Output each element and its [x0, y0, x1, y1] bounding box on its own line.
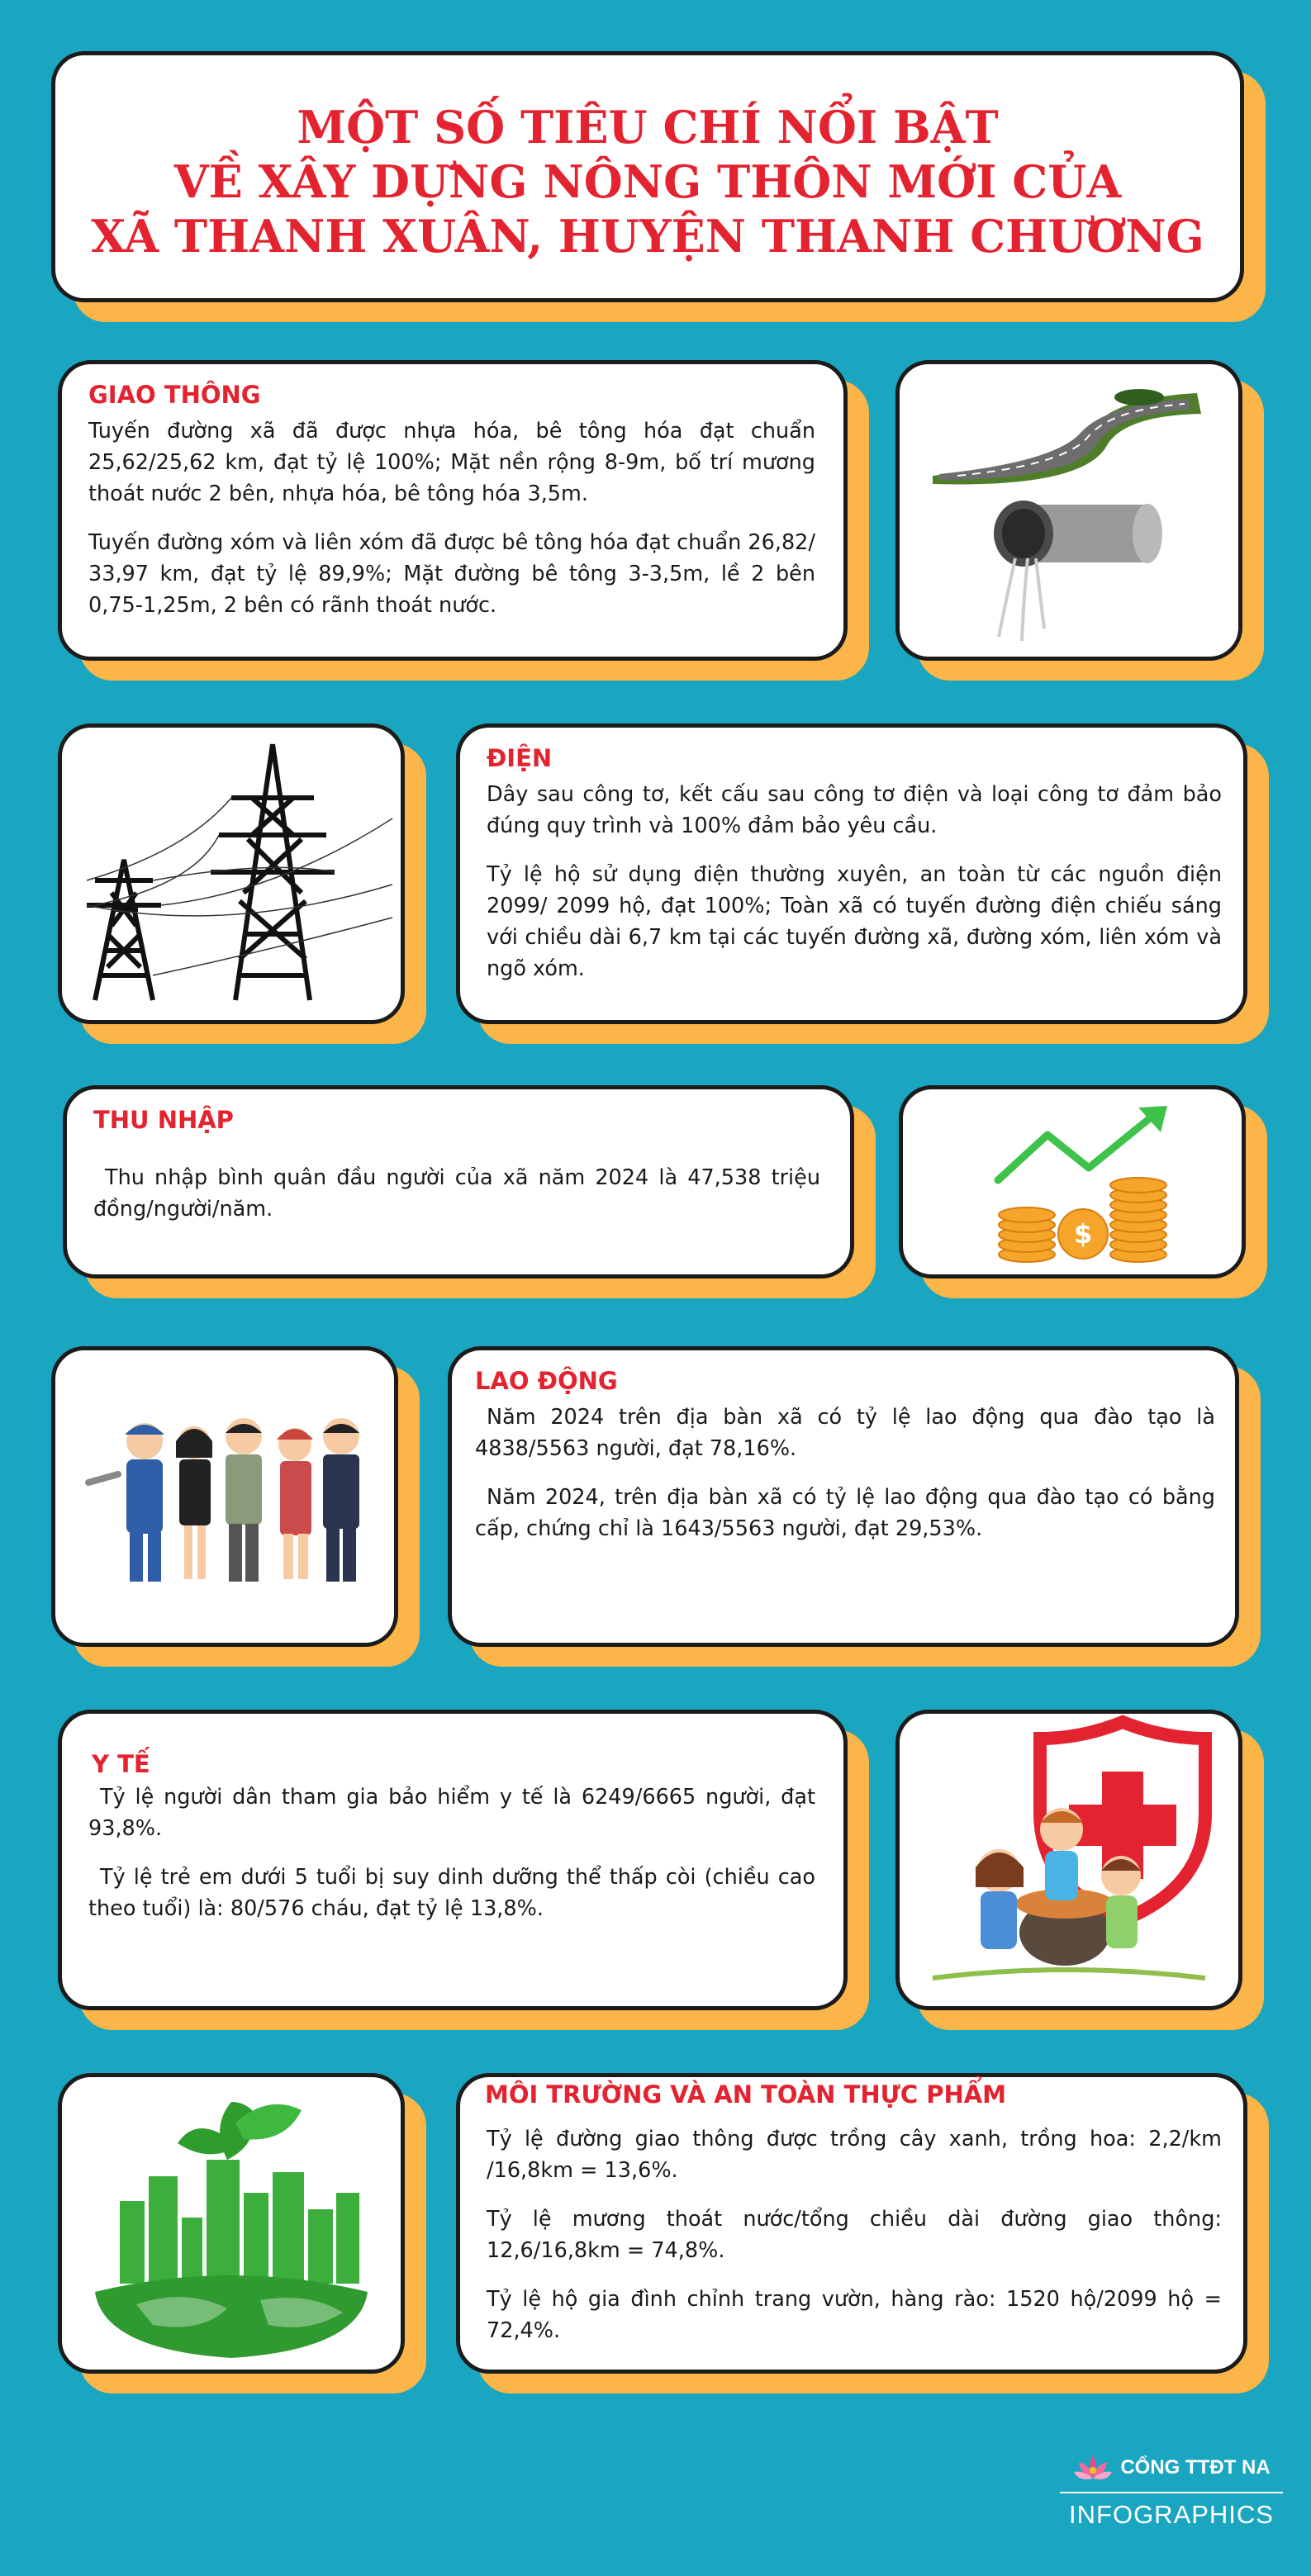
dien-text — [487, 779, 1222, 1002]
y-te-text — [88, 1781, 815, 1942]
lao-dong-paragraph-2: Năm 2024, trên địa bàn xã có tỷ lệ lao động qua đào tạo có bằng cấp, chứng chỉ là 1643/5563 người, đạt 29,53%. — [475, 1485, 1215, 1541]
moi-truong-heading: MÔI TRƯỜNG VÀ AN TOÀN THỰC PHẨM — [485, 2080, 1007, 2109]
y-te-heading: Y TẾ — [92, 1750, 150, 1778]
thu-nhap-card — [63, 1085, 854, 1279]
lao-dong-paragraph-1: Năm 2024 trên địa bàn xã có tỷ lệ lao động qua đào tạo là 4838/5563 người, đạt 78,16%. — [475, 1405, 1215, 1461]
lao-dong-image-card — [51, 1346, 398, 1647]
moi-truong-card — [456, 2073, 1247, 2374]
title-line-3: XÃ THANH XUÂN, HUYỆN THANH CHƯƠNG — [91, 210, 1204, 263]
logo-name: CỔNG TTĐT NA — [1120, 2456, 1271, 2479]
thu-nhap-heading: THU NHẬP — [93, 1106, 234, 1134]
moi-truong-paragraph-3: Tỷ lệ hộ gia đình chỉnh trang vườn, hàng rào: 1520 hộ/2099 hộ = 72,4%. — [487, 2287, 1222, 2343]
health-shield-icon — [900, 1714, 1238, 2006]
giao-thong-paragraph-1: Tuyến đường xã đã được nhựa hóa, bê tông hóa đạt chuẩn 25,62/25,62 km, đạt tỷ lệ 100%; Mặt nền rộng 8-9m, bố trí mương thoát nước 2 bên, nhựa hóa, bê tông hóa 3,5m. — [88, 419, 815, 506]
svg-text:$: $ — [1073, 1218, 1093, 1250]
title-line-2: VỀ XÂY DỰNG NÔNG THÔN MỚI CỦA — [173, 155, 1122, 208]
logo-divider — [1060, 2492, 1283, 2493]
power-tower-icon — [62, 728, 401, 1020]
y-te-card — [58, 1710, 848, 2010]
dien-image-card — [58, 723, 405, 1024]
dien-card — [456, 723, 1247, 1024]
y-te-paragraph-2: Tỷ lệ trẻ em dưới 5 tuổi bị suy dinh dưỡng thể thấp còi (chiều cao theo tuổi) là: 80/576 cháu, đạt tỷ lệ 13,8%. — [88, 1865, 815, 1921]
moi-truong-text — [487, 2123, 1222, 2364]
lotus-icon — [1072, 2452, 1114, 2483]
dien-heading: ĐIỆN — [487, 744, 553, 772]
y-te-paragraph-1: Tỷ lệ người dân tham gia bảo hiểm y tế là 6249/6665 người, đạt 93,8%. — [88, 1785, 815, 1841]
giao-thong-paragraph-2: Tuyến đường xóm và liên xóm đã được bê tông hóa đạt chuẩn 26,82/ 33,97 km, đạt tỷ lệ 89,9%; Mặt đường bê tông 3-3,5m, lề 2 bên 0,75-1,25m, 2 bên có rãnh thoát nước. — [88, 530, 815, 618]
title-line-1: MỘT SỐ TIÊU CHÍ NỔI BẬT — [297, 101, 999, 154]
footer-logo — [1060, 2452, 1283, 2530]
y-te-image-card — [895, 1710, 1242, 2010]
road-drain-icon — [900, 364, 1238, 657]
thu-nhap-paragraph-1: Thu nhập bình quân đầu người của xã năm 2024 là 47,538 triệu đồng/người/năm. — [93, 1165, 820, 1222]
lao-dong-card — [448, 1346, 1239, 1647]
giao-thong-image-card — [895, 360, 1242, 661]
workers-icon — [55, 1350, 394, 1643]
giao-thong-heading: GIAO THÔNG — [88, 381, 261, 409]
page-title — [55, 100, 1240, 263]
title-card — [51, 51, 1244, 302]
giao-thong-text — [88, 415, 815, 638]
dien-paragraph-2: Tỷ lệ hộ sử dụng điện thường xuyên, an toàn từ các nguồn điện 2099/ 2099 hộ, đạt 100%; Toàn xã có tuyến đường điện chiếu sáng với chiều dài 6,7 km tại các tuyến đường xã, đường xóm, liên xóm và ngõ xóm. — [487, 862, 1222, 981]
lao-dong-heading: LAO ĐỘNG — [475, 1367, 618, 1395]
thu-nhap-image-card — [899, 1085, 1246, 1279]
dien-paragraph-1: Dây sau công tơ, kết cấu sau công tơ điện và loại công tơ đảm bảo đúng quy trình và 100% đảm bảo yêu cầu. — [487, 782, 1222, 838]
lao-dong-text — [475, 1402, 1215, 1562]
thu-nhap-text — [93, 1162, 820, 1242]
moi-truong-paragraph-1: Tỷ lệ đường giao thông được trồng cây xanh, trồng hoa: 2,2/km /16,8km = 13,6%. — [487, 2127, 1222, 2183]
logo-subtitle: INFOGRAPHICS — [1069, 2500, 1274, 2529]
moi-truong-paragraph-2: Tỷ lệ mương thoát nước/tổng chiều dài đường giao thông: 12,6/16,8km = 74,8%. — [487, 2207, 1222, 2263]
coins-growth-icon — [903, 1089, 1242, 1274]
moi-truong-image-card — [58, 2073, 405, 2374]
green-earth-icon — [62, 2077, 401, 2370]
giao-thong-card — [58, 360, 848, 661]
